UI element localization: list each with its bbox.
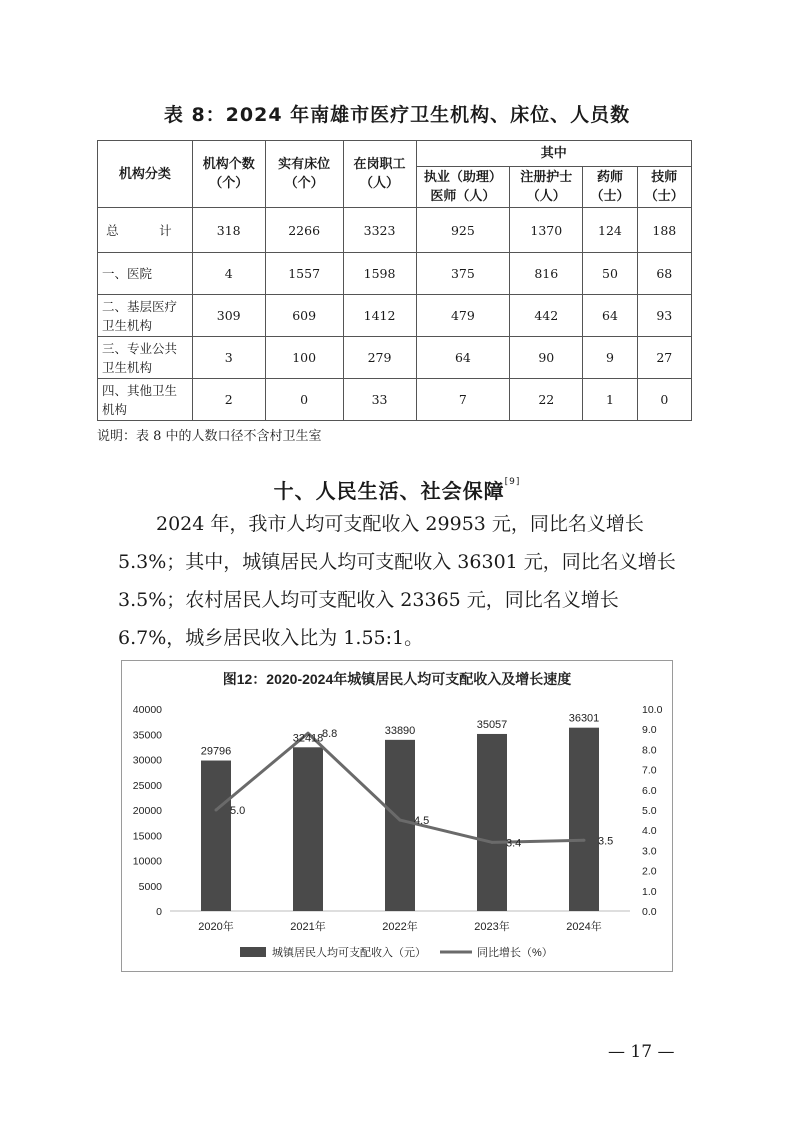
growth-point bbox=[399, 819, 402, 822]
growth-value-label: 3.4 bbox=[506, 837, 522, 850]
cell-beds: 0 bbox=[265, 379, 343, 421]
table-row bbox=[98, 208, 692, 253]
legend-bar-swatch bbox=[240, 947, 266, 957]
cell-pharmacists: 64 bbox=[583, 295, 637, 337]
cell-pharmacists: 9 bbox=[583, 337, 637, 379]
header-category: 机构分类 bbox=[98, 141, 193, 208]
right-axis-tick: 6.0 bbox=[642, 784, 657, 797]
cell-staff: 1598 bbox=[343, 253, 416, 295]
x-axis-tick: 2024年 bbox=[566, 921, 602, 933]
growth-point bbox=[583, 839, 586, 842]
bar-value-label: 32418 bbox=[292, 732, 324, 745]
growth-point bbox=[491, 841, 494, 844]
row-category: 三、专业公共 卫生机构 bbox=[98, 337, 193, 379]
header-among: 其中 bbox=[416, 141, 691, 167]
row-category: 四、其他卫生 机构 bbox=[98, 379, 193, 421]
left-axis-tick: 15000 bbox=[132, 830, 162, 843]
cell-count: 309 bbox=[192, 295, 265, 337]
cell-physicians: 64 bbox=[416, 337, 510, 379]
cell-count: 318 bbox=[192, 208, 265, 253]
cell-technicians: 188 bbox=[637, 208, 691, 253]
left-axis-tick: 20000 bbox=[132, 805, 162, 817]
cell-nurses: 442 bbox=[510, 295, 583, 337]
header-pharmacists: 药师 （士） bbox=[583, 167, 637, 208]
left-axis-tick: 5000 bbox=[138, 880, 162, 893]
left-axis-tick: 35000 bbox=[132, 729, 162, 742]
income-paragraph bbox=[118, 505, 688, 657]
left-axis-tick: 25000 bbox=[132, 779, 162, 792]
cell-staff: 3323 bbox=[343, 208, 416, 253]
cell-beds: 609 bbox=[265, 295, 343, 337]
right-axis-tick: 5.0 bbox=[642, 805, 657, 817]
x-axis-tick: 2021年 bbox=[290, 921, 326, 933]
right-axis-tick: 7.0 bbox=[642, 764, 657, 777]
section-heading-text: 十、人民生活、社会保障 bbox=[273, 479, 505, 503]
chart-title: 图12：2020-2024年城镇居民人均可支配收入及增长速度 bbox=[222, 671, 572, 687]
right-axis-tick: 3.0 bbox=[642, 845, 657, 858]
right-axis-tick: 2.0 bbox=[642, 865, 657, 878]
left-axis-tick: 0 bbox=[156, 906, 162, 918]
growth-value-label: 3.5 bbox=[598, 835, 614, 848]
x-axis-tick: 2022年 bbox=[382, 921, 418, 933]
row-category: 二、基层医疗 卫生机构 bbox=[98, 295, 193, 337]
growth-value-label: 4.5 bbox=[414, 815, 430, 828]
cell-pharmacists: 124 bbox=[583, 208, 637, 253]
table-note: 说明：表 8 中的人数口径不含村卫生室 bbox=[97, 429, 322, 444]
cell-technicians: 0 bbox=[637, 379, 691, 421]
table-row bbox=[98, 295, 692, 337]
legend-line-label: 同比增长（%） bbox=[477, 947, 553, 959]
bar bbox=[477, 734, 507, 911]
row-category: 一、医院 bbox=[98, 253, 193, 295]
footnote-ref: [9] bbox=[504, 477, 521, 487]
bar-value-label: 36301 bbox=[568, 712, 600, 725]
header-nurses: 注册护士 （人） bbox=[510, 167, 583, 208]
cell-physicians: 479 bbox=[416, 295, 510, 337]
cell-nurses: 1370 bbox=[510, 208, 583, 253]
bar bbox=[293, 747, 323, 911]
growth-value-label: 8.8 bbox=[322, 728, 338, 741]
cell-beds: 100 bbox=[265, 337, 343, 379]
cell-physicians: 925 bbox=[416, 208, 510, 253]
bar-value-label: 33890 bbox=[384, 724, 416, 737]
cell-nurses: 90 bbox=[510, 337, 583, 379]
cell-physicians: 7 bbox=[416, 379, 510, 421]
right-axis-tick: 0.0 bbox=[642, 906, 657, 918]
cell-count: 4 bbox=[192, 253, 265, 295]
header-technicians: 技师 （士） bbox=[637, 167, 691, 208]
table-title: 表 8：2024 年南雄市医疗卫生机构、床位、人员数 bbox=[163, 104, 631, 126]
cell-physicians: 375 bbox=[416, 253, 510, 295]
cell-nurses: 816 bbox=[510, 253, 583, 295]
x-axis-tick: 2020年 bbox=[198, 921, 234, 933]
header-beds: 实有床位 （个） bbox=[265, 141, 343, 208]
growth-point bbox=[215, 809, 218, 812]
page-number: — 17 — bbox=[608, 1042, 675, 1062]
paragraph-text: 2024 年，我市人均可支配收入 29953 元，同比名义增长 5.3%；其中，城镇居民人均可支配收入 36301 元，同比名义增长 3.5%；农村居民人均可支配收入 23365 元，同比名义增长 6.7%，城乡居民收入比为 1.55:1。 bbox=[118, 513, 676, 649]
right-axis-tick: 1.0 bbox=[642, 885, 657, 898]
legend-bar-label: 城镇居民人均可支配收入（元） bbox=[272, 947, 426, 959]
cell-staff: 279 bbox=[343, 337, 416, 379]
table-body bbox=[98, 208, 692, 421]
cell-pharmacists: 50 bbox=[583, 253, 637, 295]
header-count: 机构个数 （个） bbox=[192, 141, 265, 208]
cell-technicians: 27 bbox=[637, 337, 691, 379]
left-axis-tick: 30000 bbox=[132, 754, 162, 767]
medical-institutions-table bbox=[97, 140, 692, 421]
chart-frame bbox=[121, 660, 673, 972]
row-category: 总 计 bbox=[98, 208, 193, 253]
bar bbox=[569, 728, 599, 911]
bar-value-label: 29796 bbox=[200, 745, 232, 758]
table-row bbox=[98, 379, 692, 421]
bar bbox=[201, 761, 231, 911]
table-row bbox=[98, 253, 692, 295]
cell-technicians: 93 bbox=[637, 295, 691, 337]
header-physicians: 执业（助理） 医师（人） bbox=[416, 167, 510, 208]
table-row bbox=[98, 337, 692, 379]
right-axis-tick: 8.0 bbox=[642, 744, 657, 757]
cell-staff: 1412 bbox=[343, 295, 416, 337]
cell-pharmacists: 1 bbox=[583, 379, 637, 421]
left-axis-tick: 40000 bbox=[132, 704, 162, 716]
bar-value-label: 35057 bbox=[476, 718, 508, 731]
right-axis-tick: 9.0 bbox=[642, 724, 657, 737]
cell-beds: 2266 bbox=[265, 208, 343, 253]
header-staff: 在岗职工 （人） bbox=[343, 141, 416, 208]
growth-value-label: 5.0 bbox=[230, 805, 246, 817]
cell-technicians: 68 bbox=[637, 253, 691, 295]
income-chart bbox=[122, 661, 672, 971]
bar bbox=[385, 740, 415, 911]
cell-nurses: 22 bbox=[510, 379, 583, 421]
section-heading bbox=[0, 475, 794, 504]
right-axis-tick: 4.0 bbox=[642, 825, 657, 838]
cell-count: 2 bbox=[192, 379, 265, 421]
cell-beds: 1557 bbox=[265, 253, 343, 295]
x-axis-tick: 2023年 bbox=[474, 921, 510, 933]
right-axis-tick: 10.0 bbox=[642, 704, 663, 716]
cell-count: 3 bbox=[192, 337, 265, 379]
left-axis-tick: 10000 bbox=[132, 855, 162, 868]
cell-staff: 33 bbox=[343, 379, 416, 421]
